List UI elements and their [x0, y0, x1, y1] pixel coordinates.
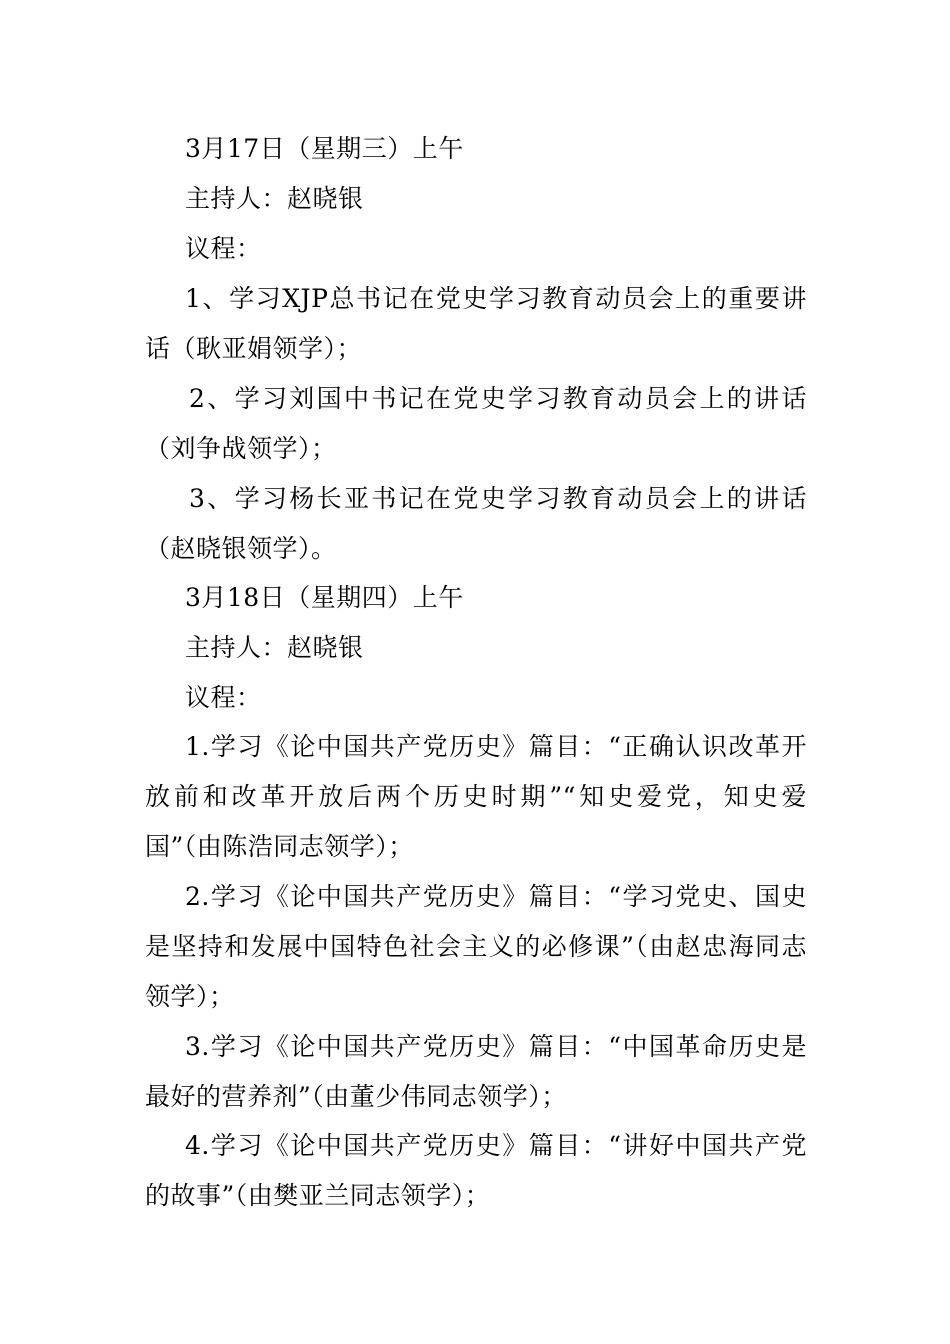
day2-date: 3月18日（星期四）上午: [185, 583, 464, 612]
day2-agenda-item-1: 1.学习《论中国共产党历史》篇目：“正确认识改革开放前和改革开放后两个历史时期”“知史爱党，知史爱国”（由陈浩同志领学）；: [145, 732, 807, 861]
day2-agenda-label: 议程：: [185, 683, 262, 712]
day2-host: 主持人：赵晓银: [185, 633, 364, 662]
day1-host: 主持人：赵晓银: [185, 184, 364, 213]
day1-date: 3月17日（星期三）上午: [185, 134, 464, 163]
day1-agenda-item-2: 2、学习刘国中书记在党史学习教育动员会上的讲话（刘争战领学）；: [145, 384, 807, 463]
day2-agenda-item-2: 2.学习《论中国共产党历史》篇目：“学习党史、国史是坚持和发展中国特色社会主义的必修课”（由赵忠海同志领学）；: [145, 882, 807, 1011]
day1-agenda-item-3: 3、学习杨长亚书记在党史学习教育动员会上的讲话（赵晓银领学）。: [145, 484, 807, 563]
day1-agenda-label: 议程：: [185, 234, 262, 263]
day2-agenda-item-4: 4.学习《论中国共产党历史》篇目：“讲好中国共产党的故事”（由樊亚兰同志领学）；: [145, 1131, 807, 1210]
day1-agenda-item-1: 1、学习XJP总书记在党史学习教育动员会上的重要讲话（耿亚娟领学）；: [145, 284, 807, 363]
day2-agenda-item-3: 3.学习《论中国共产党历史》篇目：“中国革命历史是最好的营养剂”（由董少伟同志领学）；: [145, 1032, 807, 1111]
